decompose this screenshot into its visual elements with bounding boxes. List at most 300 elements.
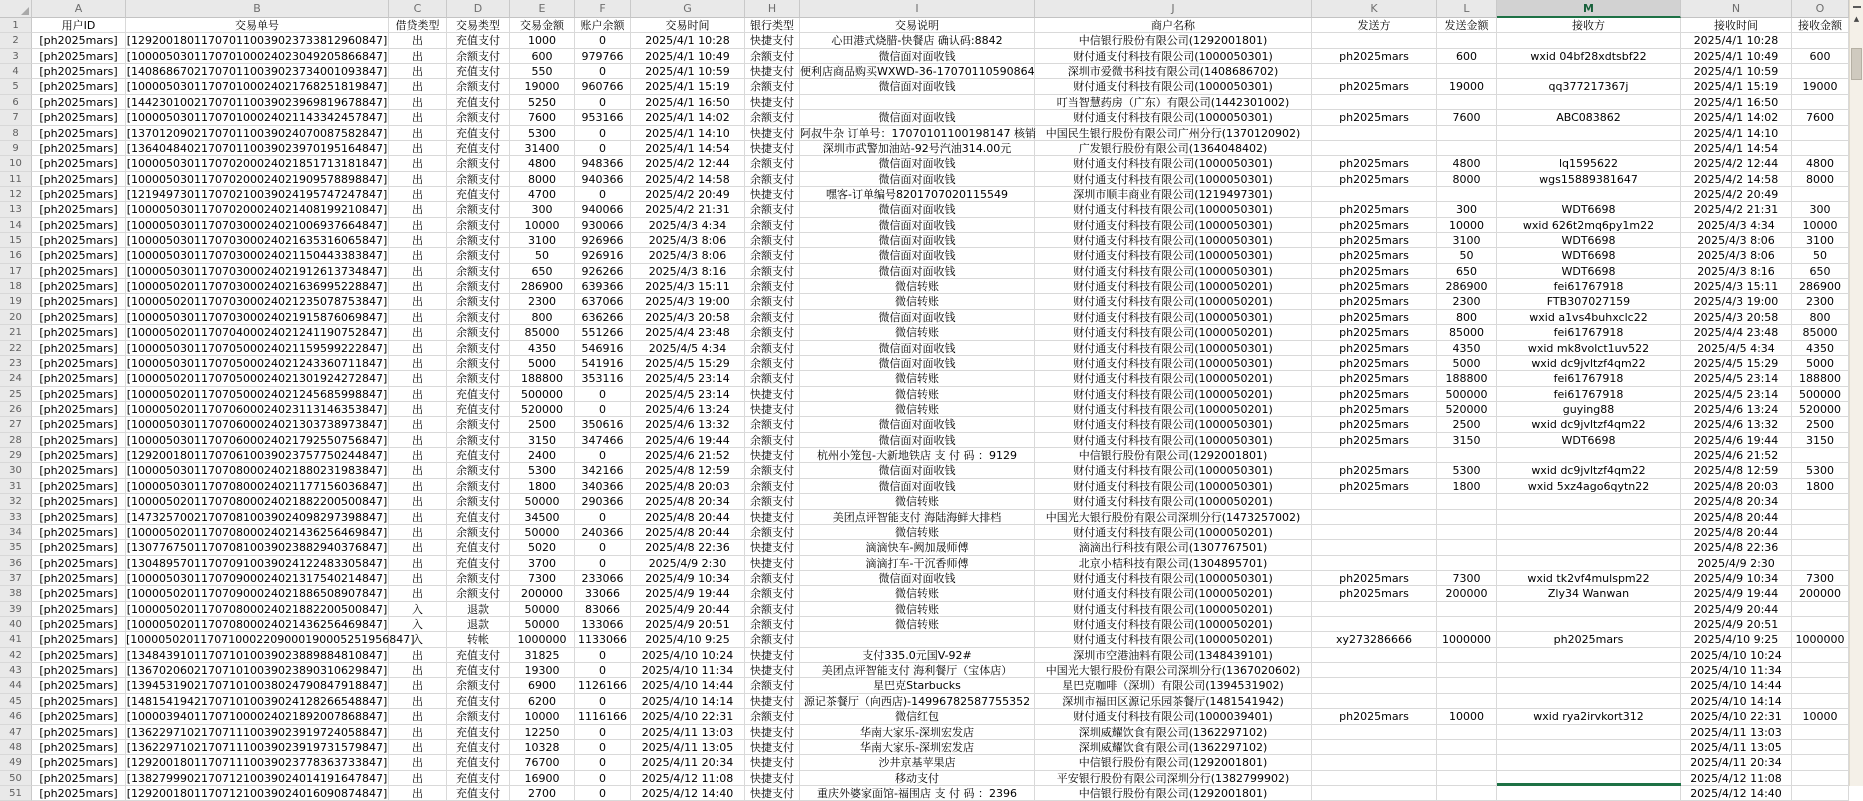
cell-J38[interactable]: 财付通支付科技有限公司(1000050201) <box>1035 586 1312 601</box>
cell-E4[interactable]: 550 <box>510 64 575 79</box>
cell-K12[interactable] <box>1312 187 1437 202</box>
cell-C38[interactable]: 出 <box>389 586 447 601</box>
cell-J13[interactable]: 财付通支付科技有限公司(1000050301) <box>1035 202 1312 217</box>
cell-I21[interactable]: 微信转账 <box>800 325 1035 340</box>
row-number[interactable]: 13 <box>0 202 32 217</box>
cell-G44[interactable]: 2025/4/10 14:44 <box>631 678 745 693</box>
row-number[interactable]: 34 <box>0 525 32 540</box>
column-header-G[interactable]: G <box>631 0 745 18</box>
cell-G11[interactable]: 2025/4/2 14:58 <box>631 172 745 187</box>
cell-B13[interactable]: [100005030117070200024021408199210847] <box>126 203 388 217</box>
cell-O7[interactable]: 7600 <box>1792 110 1849 125</box>
cell-D50[interactable]: 充值支付 <box>447 771 510 786</box>
cell-I24[interactable]: 微信转账 <box>800 371 1035 386</box>
split-handle[interactable] <box>1850 2 1863 12</box>
cell-A43[interactable]: [ph2025mars] <box>32 663 126 678</box>
cell-O33[interactable] <box>1792 510 1849 525</box>
cell-H6[interactable]: 快捷支付 <box>745 95 800 110</box>
cell-N28[interactable]: 2025/4/6 19:44 <box>1681 433 1792 448</box>
cell-I40[interactable]: 微信转账 <box>800 617 1035 632</box>
cell-K16[interactable]: ph2025mars <box>1312 248 1437 263</box>
cell-C9[interactable]: 出 <box>389 141 447 156</box>
cell-B33[interactable]: [147325700217070810039024098297398847] <box>126 510 388 524</box>
cell-H34[interactable]: 余额支付 <box>745 525 800 540</box>
cell-D31[interactable]: 余额支付 <box>447 479 510 494</box>
cell-M16[interactable]: WDT6698 <box>1497 248 1681 263</box>
cell-K11[interactable]: ph2025mars <box>1312 172 1437 187</box>
cell-I42[interactable]: 支付335.0元国V-92# <box>800 648 1035 663</box>
cell-F45[interactable]: 0 <box>575 694 631 709</box>
cell-J40[interactable]: 财付通支付科技有限公司(1000050201) <box>1035 617 1312 632</box>
field-header-O1[interactable]: 接收金额 <box>1792 18 1849 33</box>
cell-H22[interactable]: 余额支付 <box>745 341 800 356</box>
cell-G51[interactable]: 2025/4/12 14:40 <box>631 786 745 801</box>
cell-J31[interactable]: 财付通支付科技有限公司(1000050301) <box>1035 479 1312 494</box>
cell-L42[interactable] <box>1437 648 1497 663</box>
cell-B46[interactable]: [100003940117071000024021892007868847] <box>126 710 388 724</box>
cell-C32[interactable]: 出 <box>389 494 447 509</box>
cell-A42[interactable]: [ph2025mars] <box>32 648 126 663</box>
cell-M28[interactable]: WDT6698 <box>1497 433 1681 448</box>
cell-O20[interactable]: 800 <box>1792 310 1849 325</box>
row-number[interactable]: 20 <box>0 310 32 325</box>
cell-N9[interactable]: 2025/4/1 14:54 <box>1681 141 1792 156</box>
cell-D12[interactable]: 充值支付 <box>447 187 510 202</box>
cell-I20[interactable]: 微信面对面收钱 <box>800 310 1035 325</box>
cell-D18[interactable]: 余额支付 <box>447 279 510 294</box>
cell-E46[interactable]: 10000 <box>510 709 575 724</box>
cell-G21[interactable]: 2025/4/4 23:48 <box>631 325 745 340</box>
cell-L7[interactable]: 7600 <box>1437 110 1497 125</box>
cell-K17[interactable]: ph2025mars <box>1312 264 1437 279</box>
row-number[interactable]: 51 <box>0 786 32 801</box>
cell-I30[interactable]: 微信面对面收钱 <box>800 463 1035 478</box>
cell-L44[interactable] <box>1437 678 1497 693</box>
cell-H33[interactable]: 快捷支付 <box>745 510 800 525</box>
cell-D51[interactable]: 充值支付 <box>447 786 510 801</box>
cell-K23[interactable]: ph2025mars <box>1312 356 1437 371</box>
cell-K2[interactable] <box>1312 33 1437 48</box>
cell-O38[interactable]: 200000 <box>1792 586 1849 601</box>
cell-E24[interactable]: 188800 <box>510 371 575 386</box>
cell-M42[interactable] <box>1497 648 1681 663</box>
cell-M9[interactable] <box>1497 141 1681 156</box>
cell-K45[interactable] <box>1312 694 1437 709</box>
cell-G47[interactable]: 2025/4/11 13:03 <box>631 725 745 740</box>
column-header-B[interactable]: B <box>126 0 389 18</box>
cell-E12[interactable]: 4700 <box>510 187 575 202</box>
cell-B26[interactable]: [100005020117070600024023113146353847] <box>126 402 388 416</box>
cell-E44[interactable]: 6900 <box>510 678 575 693</box>
cell-I17[interactable]: 微信面对面收钱 <box>800 264 1035 279</box>
cell-F38[interactable]: 33066 <box>575 586 631 601</box>
row-number[interactable]: 30 <box>0 463 32 478</box>
cell-G37[interactable]: 2025/4/9 10:34 <box>631 571 745 586</box>
cell-M31[interactable]: wxid 5xz4ago6qytn22 <box>1497 479 1681 494</box>
cell-I48[interactable]: 华南大家乐-深圳宏发店 <box>800 740 1035 755</box>
cell-H29[interactable]: 快捷支付 <box>745 448 800 463</box>
cell-B5[interactable]: [100005030117070100024021768251819847] <box>126 80 388 94</box>
cell-A37[interactable]: [ph2025mars] <box>32 571 126 586</box>
cell-H40[interactable]: 余额支付 <box>745 617 800 632</box>
cell-D36[interactable]: 充值支付 <box>447 556 510 571</box>
cell-A20[interactable]: [ph2025mars] <box>32 310 126 325</box>
cell-H26[interactable]: 快捷支付 <box>745 402 800 417</box>
cell-J20[interactable]: 财付通支付科技有限公司(1000050301) <box>1035 310 1312 325</box>
cell-H13[interactable]: 余额支付 <box>745 202 800 217</box>
cell-K5[interactable]: ph2025mars <box>1312 79 1437 94</box>
cell-J44[interactable]: 星巴克咖啡（深圳）有限公司(1394531902) <box>1035 678 1312 693</box>
cell-D44[interactable]: 余额支付 <box>447 678 510 693</box>
cell-H37[interactable]: 余额支付 <box>745 571 800 586</box>
cell-I28[interactable]: 微信面对面收钱 <box>800 433 1035 448</box>
cell-F7[interactable]: 953166 <box>575 110 631 125</box>
cell-K19[interactable]: ph2025mars <box>1312 294 1437 309</box>
cell-A34[interactable]: [ph2025mars] <box>32 525 126 540</box>
cell-O34[interactable] <box>1792 525 1849 540</box>
cell-N8[interactable]: 2025/4/1 14:10 <box>1681 126 1792 141</box>
cell-I7[interactable]: 微信面对面收钱 <box>800 110 1035 125</box>
cell-H17[interactable]: 余额支付 <box>745 264 800 279</box>
cell-I45[interactable]: 源记茶餐厅（向西店)-14996782587755352 <box>800 694 1035 709</box>
cell-H42[interactable]: 快捷支付 <box>745 648 800 663</box>
cell-K21[interactable]: ph2025mars <box>1312 325 1437 340</box>
cell-E43[interactable]: 19300 <box>510 663 575 678</box>
cell-I35[interactable]: 滴滴快车-阙加晟师傅 <box>800 540 1035 555</box>
cell-H32[interactable]: 余额支付 <box>745 494 800 509</box>
cell-B12[interactable]: [121949730117070210039024195747247847] <box>126 187 388 201</box>
cell-G43[interactable]: 2025/4/10 11:34 <box>631 663 745 678</box>
cell-F20[interactable]: 636266 <box>575 310 631 325</box>
cell-H11[interactable]: 余额支付 <box>745 172 800 187</box>
cell-N43[interactable]: 2025/4/10 11:34 <box>1681 663 1792 678</box>
cell-B16[interactable]: [100005030117070300024021150443383847] <box>126 249 388 263</box>
cell-K13[interactable]: ph2025mars <box>1312 202 1437 217</box>
cell-L47[interactable] <box>1437 725 1497 740</box>
cell-M21[interactable]: fei61767918 <box>1497 325 1681 340</box>
cell-F9[interactable]: 0 <box>575 141 631 156</box>
cell-H35[interactable]: 快捷支付 <box>745 540 800 555</box>
cell-M49[interactable] <box>1497 755 1681 770</box>
cell-E47[interactable]: 12250 <box>510 725 575 740</box>
cell-L29[interactable] <box>1437 448 1497 463</box>
cell-L43[interactable] <box>1437 663 1497 678</box>
cell-I13[interactable]: 微信面对面收钱 <box>800 202 1035 217</box>
cell-J34[interactable]: 财付通支付科技有限公司(1000050201) <box>1035 525 1312 540</box>
cell-O24[interactable]: 188800 <box>1792 371 1849 386</box>
cell-D49[interactable]: 充值支付 <box>447 755 510 770</box>
cell-E48[interactable]: 10328 <box>510 740 575 755</box>
cell-B21[interactable]: [100005020117070400024021241190752847] <box>126 326 388 340</box>
column-header-F[interactable]: F <box>575 0 631 18</box>
cell-I41[interactable] <box>800 632 1035 647</box>
cell-J33[interactable]: 中国光大银行股份有限公司深圳分行(1473257002) <box>1035 510 1312 525</box>
cell-N44[interactable]: 2025/4/10 14:44 <box>1681 678 1792 693</box>
cell-B2[interactable]: [129200180117070110039023733812960847] <box>126 34 388 48</box>
cell-N13[interactable]: 2025/4/2 21:31 <box>1681 202 1792 217</box>
cell-E18[interactable]: 286900 <box>510 279 575 294</box>
cell-E17[interactable]: 650 <box>510 264 575 279</box>
cell-F25[interactable]: 0 <box>575 387 631 402</box>
cell-C10[interactable]: 出 <box>389 156 447 171</box>
cell-K10[interactable]: ph2025mars <box>1312 156 1437 171</box>
row-number[interactable]: 12 <box>0 187 32 202</box>
cell-O5[interactable]: 19000 <box>1792 79 1849 94</box>
cell-J46[interactable]: 财付通支付科技有限公司(1000039401) <box>1035 709 1312 724</box>
cell-F40[interactable]: 133066 <box>575 617 631 632</box>
cell-K37[interactable]: ph2025mars <box>1312 571 1437 586</box>
scroll-up-arrow-icon[interactable]: ▲ <box>1853 15 1860 23</box>
field-header-C1[interactable]: 借贷类型 <box>389 18 447 33</box>
row-number[interactable]: 27 <box>0 417 32 432</box>
cell-C23[interactable]: 出 <box>389 356 447 371</box>
row-number[interactable]: 47 <box>0 725 32 740</box>
scrollbar-thumb[interactable] <box>1851 48 1862 80</box>
cell-N10[interactable]: 2025/4/2 12:44 <box>1681 156 1792 171</box>
cell-G29[interactable]: 2025/4/6 21:52 <box>631 448 745 463</box>
cell-H5[interactable]: 余额支付 <box>745 79 800 94</box>
row-number[interactable]: 40 <box>0 617 32 632</box>
cell-G27[interactable]: 2025/4/6 13:32 <box>631 417 745 432</box>
row-number[interactable]: 32 <box>0 494 32 509</box>
cell-H44[interactable]: 余额支付 <box>745 678 800 693</box>
cell-K30[interactable]: ph2025mars <box>1312 463 1437 478</box>
cell-J12[interactable]: 深圳市顺丰商业有限公司(1219497301) <box>1035 187 1312 202</box>
cell-J4[interactable]: 深圳市爱微书科技有限公司(1408686702) <box>1035 64 1312 79</box>
cell-H28[interactable]: 余额支付 <box>745 433 800 448</box>
cell-D41[interactable]: 转帐 <box>447 632 510 647</box>
row-number[interactable]: 21 <box>0 325 32 340</box>
row-number[interactable]: 15 <box>0 233 32 248</box>
cell-N32[interactable]: 2025/4/8 20:34 <box>1681 494 1792 509</box>
cell-B43[interactable]: [136702060217071010039023890310629847] <box>126 664 388 678</box>
cell-E27[interactable]: 2500 <box>510 417 575 432</box>
cell-G38[interactable]: 2025/4/9 19:44 <box>631 586 745 601</box>
cell-A15[interactable]: [ph2025mars] <box>32 233 126 248</box>
cell-G4[interactable]: 2025/4/1 10:59 <box>631 64 745 79</box>
cell-C28[interactable]: 出 <box>389 433 447 448</box>
cell-I43[interactable]: 美团点评智能支付 海利餐厅（宝体店） <box>800 663 1035 678</box>
cell-C33[interactable]: 出 <box>389 510 447 525</box>
cell-D20[interactable]: 余额支付 <box>447 310 510 325</box>
cell-D14[interactable]: 余额支付 <box>447 218 510 233</box>
cell-N4[interactable]: 2025/4/1 10:59 <box>1681 64 1792 79</box>
cell-O11[interactable]: 8000 <box>1792 172 1849 187</box>
cell-E8[interactable]: 5300 <box>510 126 575 141</box>
cell-D29[interactable]: 充值支付 <box>447 448 510 463</box>
cell-L30[interactable]: 5300 <box>1437 463 1497 478</box>
cell-F34[interactable]: 240366 <box>575 525 631 540</box>
cell-N38[interactable]: 2025/4/9 19:44 <box>1681 586 1792 601</box>
row-number[interactable]: 2 <box>0 33 32 48</box>
cell-C2[interactable]: 出 <box>389 33 447 48</box>
cell-A9[interactable]: [ph2025mars] <box>32 141 126 156</box>
cell-O37[interactable]: 7300 <box>1792 571 1849 586</box>
cell-B10[interactable]: [100005030117070200024021851713181847] <box>126 157 388 171</box>
cell-I8[interactable]: 阿叔牛杂 订单号：17070101100198147 核销 <box>800 126 1036 140</box>
cell-C44[interactable]: 出 <box>389 678 447 693</box>
cell-H36[interactable]: 快捷支付 <box>745 556 800 571</box>
row-number[interactable]: 28 <box>0 433 32 448</box>
cell-K48[interactable] <box>1312 740 1437 755</box>
cell-M7[interactable]: ABC083862 <box>1497 110 1681 125</box>
cell-D45[interactable]: 充值支付 <box>447 694 510 709</box>
cell-A30[interactable]: [ph2025mars] <box>32 463 126 478</box>
cell-A50[interactable]: [ph2025mars] <box>32 771 126 786</box>
cell-H41[interactable]: 余额支付 <box>745 632 800 647</box>
cell-H50[interactable]: 快捷支付 <box>745 771 800 786</box>
cell-F42[interactable]: 0 <box>575 648 631 663</box>
cell-G2[interactable]: 2025/4/1 10:28 <box>631 33 745 48</box>
cell-F12[interactable]: 0 <box>575 187 631 202</box>
cell-L38[interactable]: 200000 <box>1437 586 1497 601</box>
cell-K49[interactable] <box>1312 755 1437 770</box>
cell-D21[interactable]: 余额支付 <box>447 325 510 340</box>
cell-L34[interactable] <box>1437 525 1497 540</box>
cell-O35[interactable] <box>1792 540 1849 555</box>
cell-O36[interactable] <box>1792 556 1849 571</box>
cell-C7[interactable]: 出 <box>389 110 447 125</box>
cell-K25[interactable]: ph2025mars <box>1312 387 1437 402</box>
cell-O4[interactable] <box>1792 64 1849 79</box>
cell-L18[interactable]: 286900 <box>1437 279 1497 294</box>
cell-M29[interactable] <box>1497 448 1681 463</box>
cell-K39[interactable] <box>1312 602 1437 617</box>
cell-N6[interactable]: 2025/4/1 16:50 <box>1681 95 1792 110</box>
cell-G20[interactable]: 2025/4/3 20:58 <box>631 310 745 325</box>
cell-B19[interactable]: [100005020117070300024021235078753847] <box>126 295 388 309</box>
cell-B41[interactable]: [1000050201170710002209000190005251956847] <box>126 633 415 647</box>
row-number[interactable]: 29 <box>0 448 32 463</box>
cell-J41[interactable]: 财付通支付科技有限公司(1000050201) <box>1035 632 1312 647</box>
cell-M51[interactable] <box>1497 786 1681 801</box>
cell-G15[interactable]: 2025/4/3 8:06 <box>631 233 745 248</box>
cell-E28[interactable]: 3150 <box>510 433 575 448</box>
row-number[interactable]: 33 <box>0 510 32 525</box>
cell-E45[interactable]: 6200 <box>510 694 575 709</box>
cell-O50[interactable] <box>1792 771 1849 786</box>
cell-G6[interactable]: 2025/4/1 16:50 <box>631 95 745 110</box>
cell-O16[interactable]: 50 <box>1792 248 1849 263</box>
cell-B29[interactable]: [129200180117070610039023757750244847] <box>126 449 388 463</box>
cell-C21[interactable]: 出 <box>389 325 447 340</box>
cell-A39[interactable]: [ph2025mars] <box>32 602 126 617</box>
cell-C40[interactable]: 入 <box>389 617 447 632</box>
cell-J26[interactable]: 财付通支付科技有限公司(1000050201) <box>1035 402 1312 417</box>
cell-O45[interactable] <box>1792 694 1849 709</box>
cell-L2[interactable] <box>1437 33 1497 48</box>
cell-N39[interactable]: 2025/4/9 20:44 <box>1681 602 1792 617</box>
cell-G31[interactable]: 2025/4/8 20:03 <box>631 479 745 494</box>
field-header-M1[interactable]: 接收方 <box>1497 18 1681 33</box>
cell-C31[interactable]: 出 <box>389 479 447 494</box>
cell-O48[interactable] <box>1792 740 1849 755</box>
column-header-L[interactable]: L <box>1437 0 1497 18</box>
cell-B49[interactable]: [129200180117071110039023778363733847] <box>126 756 388 770</box>
cell-H4[interactable]: 快捷支付 <box>745 64 800 79</box>
cell-I44[interactable]: 星巴克Starbucks <box>800 678 1035 693</box>
cell-B32[interactable]: [100005020117070800024021882200500847] <box>126 495 388 509</box>
cell-L24[interactable]: 188800 <box>1437 371 1497 386</box>
cell-C45[interactable]: 出 <box>389 694 447 709</box>
cell-H39[interactable]: 余额支付 <box>745 602 800 617</box>
cell-H7[interactable]: 余额支付 <box>745 110 800 125</box>
cell-J51[interactable]: 中信银行股份有限公司(1292001801) <box>1035 786 1312 801</box>
cell-K41[interactable]: xy273286666 <box>1312 632 1437 647</box>
column-header-I[interactable]: I <box>800 0 1035 18</box>
cell-J18[interactable]: 财付通支付科技有限公司(1000050201) <box>1035 279 1312 294</box>
cell-D26[interactable]: 充值支付 <box>447 402 510 417</box>
cell-G46[interactable]: 2025/4/10 22:31 <box>631 709 745 724</box>
cell-G12[interactable]: 2025/4/2 20:49 <box>631 187 745 202</box>
cell-F28[interactable]: 347466 <box>575 433 631 448</box>
row-number[interactable]: 23 <box>0 356 32 371</box>
cell-M14[interactable]: wxid 626t2mq6py1m22 <box>1497 218 1681 233</box>
cell-M11[interactable]: wgs15889381647 <box>1497 172 1681 187</box>
cell-E21[interactable]: 85000 <box>510 325 575 340</box>
cell-B40[interactable]: [100005020117070800024021436256469847] <box>126 618 388 632</box>
cell-D5[interactable]: 余额支付 <box>447 79 510 94</box>
cell-B39[interactable]: [100005020117070800024021882200500847] <box>126 602 388 616</box>
row-number[interactable]: 44 <box>0 678 32 693</box>
cell-J42[interactable]: 深圳市空港油料有限公司(1348439101) <box>1035 648 1312 663</box>
cell-O44[interactable] <box>1792 678 1849 693</box>
cell-F2[interactable]: 0 <box>575 33 631 48</box>
cell-C42[interactable]: 出 <box>389 648 447 663</box>
cell-A27[interactable]: [ph2025mars] <box>32 417 126 432</box>
cell-E36[interactable]: 3700 <box>510 556 575 571</box>
cell-O9[interactable] <box>1792 141 1849 156</box>
cell-H19[interactable]: 余额支付 <box>745 294 800 309</box>
cell-F39[interactable]: 83066 <box>575 602 631 617</box>
cell-D10[interactable]: 余额支付 <box>447 156 510 171</box>
cell-M46[interactable]: wxid rya2irvkort312 <box>1497 709 1681 724</box>
cell-B9[interactable]: [136404840217070110039023970195164847] <box>126 141 388 155</box>
cell-D9[interactable]: 充值支付 <box>447 141 510 156</box>
field-header-A1[interactable]: 用户ID <box>32 18 126 33</box>
column-header-E[interactable]: E <box>510 0 575 18</box>
cell-K34[interactable] <box>1312 525 1437 540</box>
cell-E31[interactable]: 1800 <box>510 479 575 494</box>
cell-N20[interactable]: 2025/4/3 20:58 <box>1681 310 1792 325</box>
cell-H30[interactable]: 余额支付 <box>745 463 800 478</box>
cell-E30[interactable]: 5300 <box>510 463 575 478</box>
cell-K44[interactable] <box>1312 678 1437 693</box>
row-number[interactable]: 49 <box>0 755 32 770</box>
cell-B38[interactable]: [100005020117070900024021886508907847] <box>126 587 388 601</box>
cell-G19[interactable]: 2025/4/3 19:00 <box>631 294 745 309</box>
cell-F41[interactable]: 1133066 <box>575 632 631 647</box>
cell-I26[interactable]: 微信转账 <box>800 402 1035 417</box>
cell-E19[interactable]: 2300 <box>510 294 575 309</box>
cell-O3[interactable]: 600 <box>1792 49 1849 64</box>
cell-B20[interactable]: [100005030117070300024021915876069847] <box>126 310 388 324</box>
cell-M3[interactable]: wxid 04bf28xdtsbf22 <box>1497 49 1681 64</box>
cell-L37[interactable]: 7300 <box>1437 571 1497 586</box>
cell-A13[interactable]: [ph2025mars] <box>32 202 126 217</box>
cell-F23[interactable]: 541916 <box>575 356 631 371</box>
cell-N34[interactable]: 2025/4/8 20:44 <box>1681 525 1792 540</box>
cell-F51[interactable]: 0 <box>575 786 631 801</box>
cell-D11[interactable]: 余额支付 <box>447 172 510 187</box>
cell-J15[interactable]: 财付通支付科技有限公司(1000050301) <box>1035 233 1312 248</box>
column-header-A[interactable]: A <box>32 0 126 18</box>
cell-A10[interactable]: [ph2025mars] <box>32 156 126 171</box>
cell-K32[interactable] <box>1312 494 1437 509</box>
cell-O22[interactable]: 4350 <box>1792 341 1849 356</box>
cell-K50[interactable] <box>1312 771 1437 786</box>
cell-B30[interactable]: [100005030117070800024021880231983847] <box>126 464 388 478</box>
